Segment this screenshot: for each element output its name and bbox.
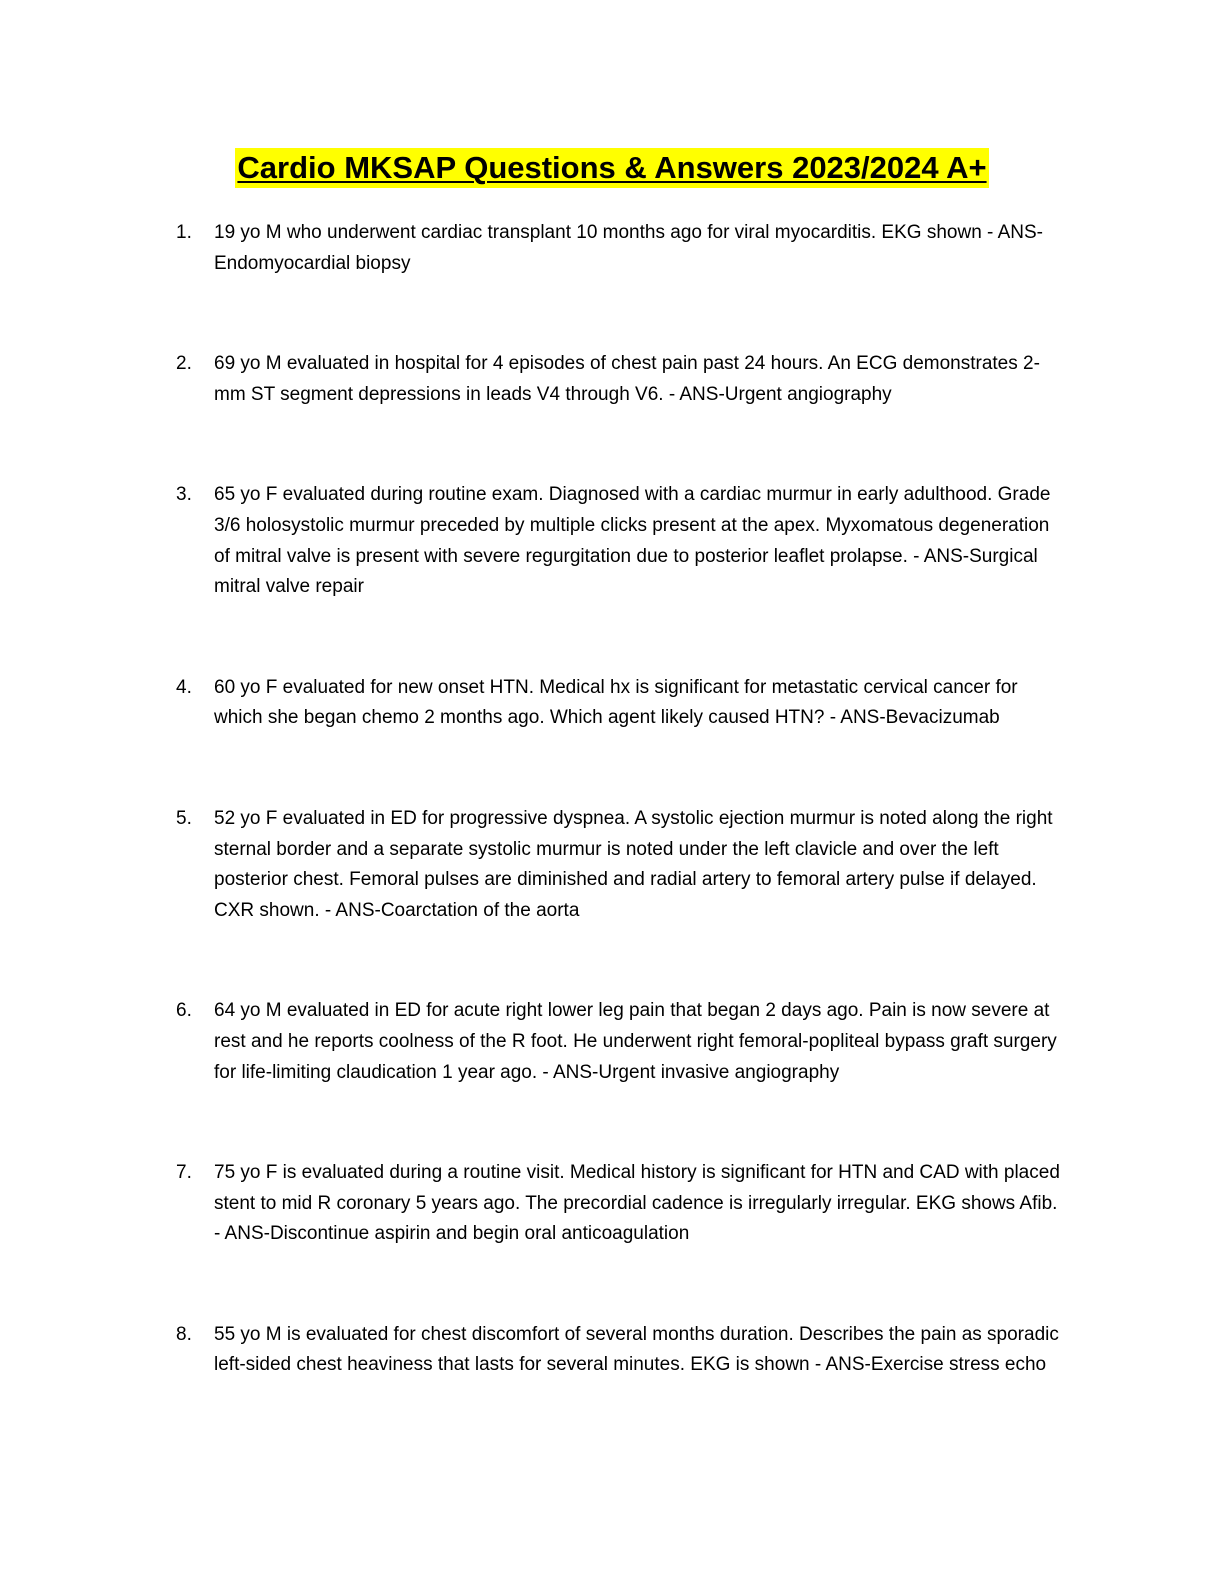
- item-number: 6.: [176, 1000, 192, 1022]
- item-text: 69 yo M evaluated in hospital for 4 episodes of chest pain past 24 hours. An ECG demonstrates 2-mm ST segment depressions in leads V4 through V6. - ANS-Urgent angiography: [214, 353, 1040, 405]
- item-number: 1.: [176, 222, 192, 243]
- item-number: 3.: [176, 484, 192, 506]
- page-title: Cardio MKSAP Questions & Answers 2023/2024 A+: [235, 148, 988, 188]
- item-text: 65 yo F evaluated during routine exam. Diagnosed with a cardiac murmur in early adulthood. Grade 3/6 holosystolic murmur preceded by multiple clicks present at the apex. Myxomatous degeneration of mitral valve is present with severe regurgitation due to posterior leaflet prolapse. - ANS-Surgical mitral valve repair: [214, 484, 1051, 598]
- list-item: [176, 480, 1066, 602]
- list-item: [176, 996, 1066, 1088]
- list-item: [176, 1158, 1066, 1250]
- list-item: [176, 349, 1066, 410]
- item-text: 60 yo F evaluated for new onset HTN. Medical hx is significant for metastatic cervical cancer for which she began chemo 2 months ago. Which agent likely caused HTN? - ANS-Bevacizumab: [214, 676, 1018, 729]
- list-item: [176, 673, 1066, 734]
- item-number: 2.: [176, 353, 192, 375]
- item-text: 64 yo M evaluated in ED for acute right lower leg pain that began 2 days ago. Pain is now severe at rest and he reports coolness of the R foot. He underwent right femoral-popliteal bypass graft surgery for life-limiting claudication 1 year ago. - ANS-Urgent invasive angiography: [214, 1000, 1057, 1083]
- question-list: [176, 218, 1066, 1451]
- item-text: 75 yo F is evaluated during a routine visit. Medical history is significant for HTN and CAD with placed stent to mid R coronary 5 years ago. The precordial cadence is irregularly irregular. EKG shows Afib. - ANS-Discontinue aspirin and begin oral anticoagulation: [214, 1162, 1060, 1245]
- item-number: 7.: [176, 1162, 192, 1184]
- item-text: 19 yo M who underwent cardiac transplant 10 months ago for viral myocarditis. EKG shown - ANS-Endomyocardial biopsy: [214, 222, 1043, 274]
- item-text: 52 yo F evaluated in ED for progressive dyspnea. A systolic ejection murmur is noted along the right sternal border and a separate systolic murmur is noted under the left clavicle and over the left posterior chest. Femoral pulses are diminished and radial artery to femoral artery pulse if delayed. CXR shown. - ANS-Coarctation of the aorta: [214, 807, 1053, 921]
- item-number: 4.: [176, 676, 192, 698]
- item-number: 8.: [176, 1323, 192, 1345]
- title-container: [0, 148, 1224, 188]
- item-text: 55 yo M is evaluated for chest discomfort of several months duration. Describes the pain as sporadic left-sided chest heaviness that lasts for several minutes. EKG is shown - ANS-Exercise stress echo: [214, 1323, 1059, 1376]
- item-number: 5.: [176, 807, 192, 829]
- list-item: [176, 804, 1066, 926]
- list-item: [176, 218, 1066, 279]
- list-item: [176, 1320, 1066, 1381]
